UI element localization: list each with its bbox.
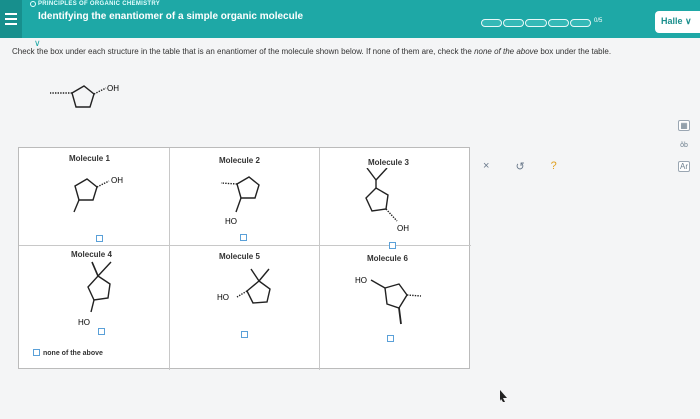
progress-segment (481, 19, 502, 27)
page-title: Identifying the enantiomer of a simple organic molecule (38, 11, 304, 22)
molecule-label: Molecule 3 (368, 158, 409, 167)
progress-segment (548, 19, 569, 27)
instructions-part1: Check the box under each structure in the table that is an enantiomer of the molecule shown below. If none of them are, check the (12, 47, 472, 56)
progress-segment (570, 19, 591, 27)
divider (19, 245, 471, 246)
calculator-icon[interactable]: ▦ (678, 120, 690, 131)
molecule-1-structure (59, 168, 149, 218)
top-bar (0, 0, 700, 38)
molecule-2-checkbox[interactable] (240, 234, 247, 241)
molecule-2-substituent: HO (225, 217, 237, 226)
user-name: Halle (661, 16, 683, 26)
reference-molecule (28, 76, 138, 116)
chevron-down-icon: ∨ (685, 16, 692, 26)
molecule-table (18, 147, 470, 369)
menu-icon[interactable] (0, 0, 22, 38)
molecule-label: Molecule 1 (69, 154, 110, 163)
progress-bar (481, 19, 591, 27)
molecule-5-checkbox[interactable] (241, 331, 248, 338)
molecule-3-substituent: OH (397, 224, 409, 233)
instructions-part2: box under the table. (540, 47, 612, 56)
molecule-5-substituent: HO (217, 293, 229, 302)
molecule-label: Molecule 4 (71, 250, 112, 259)
molecule-2-structure (209, 166, 289, 231)
progress-segment (525, 19, 546, 27)
reference-substituent: OH (107, 84, 119, 93)
none-of-above-option[interactable] (33, 349, 103, 357)
help-icon[interactable]: ? (550, 160, 557, 172)
molecule-5-structure (209, 263, 299, 333)
user-menu-button[interactable] (655, 11, 700, 33)
instructions (12, 47, 682, 56)
collapse-chevron-icon[interactable]: ∨ (34, 38, 41, 48)
molecule-4-structure (74, 258, 154, 328)
molecule-label: Molecule 5 (219, 252, 260, 261)
molecule-4-substituent: HO (78, 318, 90, 327)
molecule-1-checkbox[interactable] (96, 235, 103, 242)
data-icon[interactable]: ǒb (680, 142, 688, 149)
course-name: PRINCIPLES OF ORGANIC CHEMISTRY (38, 1, 161, 7)
molecule-3-checkbox[interactable] (389, 242, 396, 249)
molecule-label: Molecule 2 (219, 156, 260, 165)
progress-text: 0/5 (594, 18, 603, 24)
molecule-3-structure (359, 168, 439, 238)
clear-icon[interactable]: × (483, 160, 490, 172)
divider (169, 148, 170, 370)
molecule-4-checkbox[interactable] (98, 328, 105, 335)
progress-segment (503, 19, 524, 27)
molecule-1-substituent: OH (111, 176, 123, 185)
none-of-above-label: none of the above (43, 350, 103, 357)
instructions-emphasis: none of the above (474, 47, 539, 56)
answer-actions (483, 158, 583, 174)
mouse-cursor-icon (500, 390, 508, 402)
none-of-above-checkbox[interactable] (33, 349, 40, 356)
molecule-6-checkbox[interactable] (387, 335, 394, 342)
molecule-6-substituent: HO (355, 276, 367, 285)
periodic-table-icon[interactable]: Ar (680, 162, 688, 171)
molecule-6-structure (349, 268, 439, 338)
course-status-icon (30, 1, 36, 7)
divider (319, 148, 320, 370)
molecule-label: Molecule 6 (367, 254, 408, 263)
undo-icon[interactable]: ↺ (515, 160, 525, 173)
